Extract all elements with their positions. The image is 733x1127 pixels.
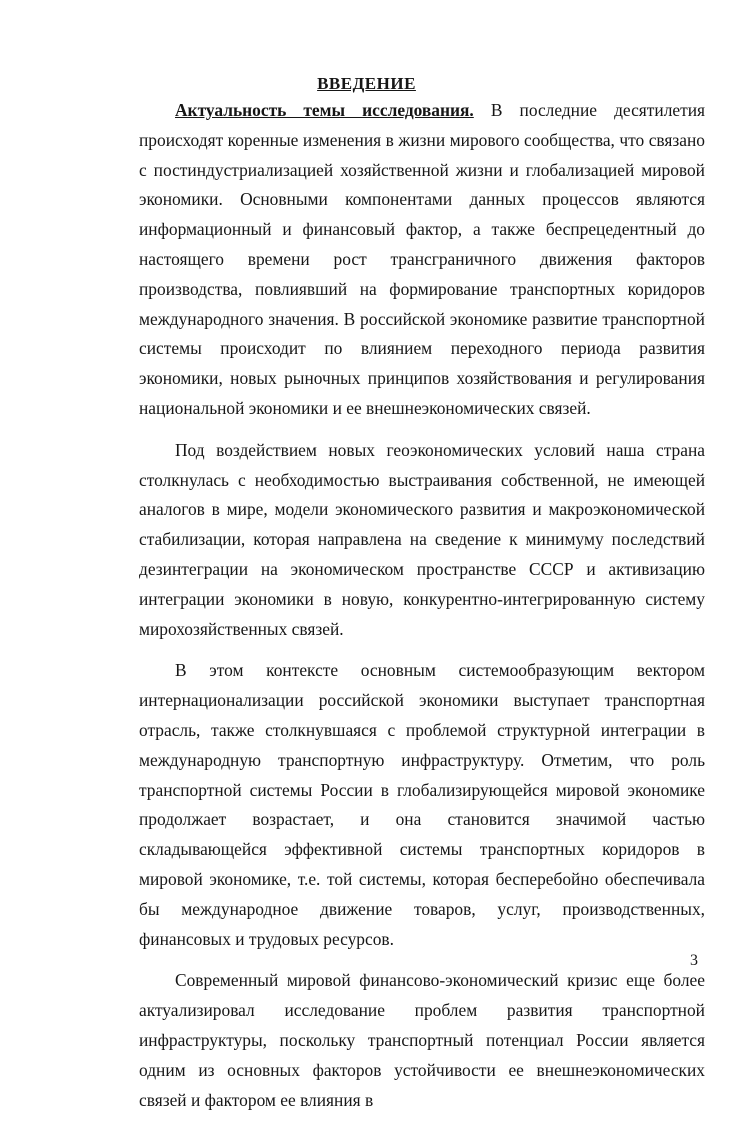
paragraph-text: В последние десятилетия происходят коренные изменения в жизни мирового сообщества, что связано с постиндустриализацией хозяйственной жизни и глобализацией мировой экономики. Основными компонентами данных процессов являются информационный и финансовый фактор, а также беспрецедентный до настоящего времени рост трансграничного движения факторов производства, повлиявший на формирование транспортных коридоров международного значения. В российской экономике развитие транспортной системы происходит по влиянием переходного периода развития экономики, новых рыночных принципов хозяйствования и регулирования национальной экономики и ее внешнеэкономических связей.	[139, 100, 706, 418]
paragraph-text: Современный мировой финансово-экономический кризис еще более актуализировал исследование проблем развития транспортной инфраструктуры, поскольку транспортный потенциал России является одним из основных факторов устойчивости ее внешнеэкономических связей и фактором ее влияния в	[139, 970, 705, 1110]
paragraph-1	[139, 96, 705, 424]
section-heading: ВВЕДЕНИЕ	[317, 74, 416, 93]
paragraph-text: В этом контексте основным системообразующим вектором интернационализации российской экономики выступает транспортная отрасль, также столкнувшаяся с проблемой структурной интеграции в международную транспортную инфраструктуру. Отметим, что роль транспортной системы России в глобализирующейся мировой экономике продолжает возрастает, и она становится значимой частью складывающейся эффективной системы транспортных коридоров в мировой экономике, т.е. той системы, которая бесперебойно обеспечивала бы международное движение товаров, услуг, производственных, финансовых и трудовых ресурсов.	[139, 660, 705, 949]
paragraph-lead: Актуальность темы исследования.	[175, 100, 474, 120]
paragraph-4	[139, 966, 705, 1115]
paragraph-text: Под воздействием новых геоэкономических условий наша страна столкнулась с необходимостью выстраивания собственной, не имеющей аналогов в мире, модели экономического развития и макроэкономической стабилизации, которая направлена на сведение к минимуму последствий дезинтеграции на экономическом пространстве СССР и активизацию интеграции экономики в новую, конкурентно-интегрированную систему мирохозяйственных связей.	[139, 439, 705, 639]
page-number: 3	[690, 952, 698, 969]
paragraph-3	[139, 656, 705, 954]
paragraph-2	[139, 436, 705, 645]
body-text	[139, 96, 705, 1127]
